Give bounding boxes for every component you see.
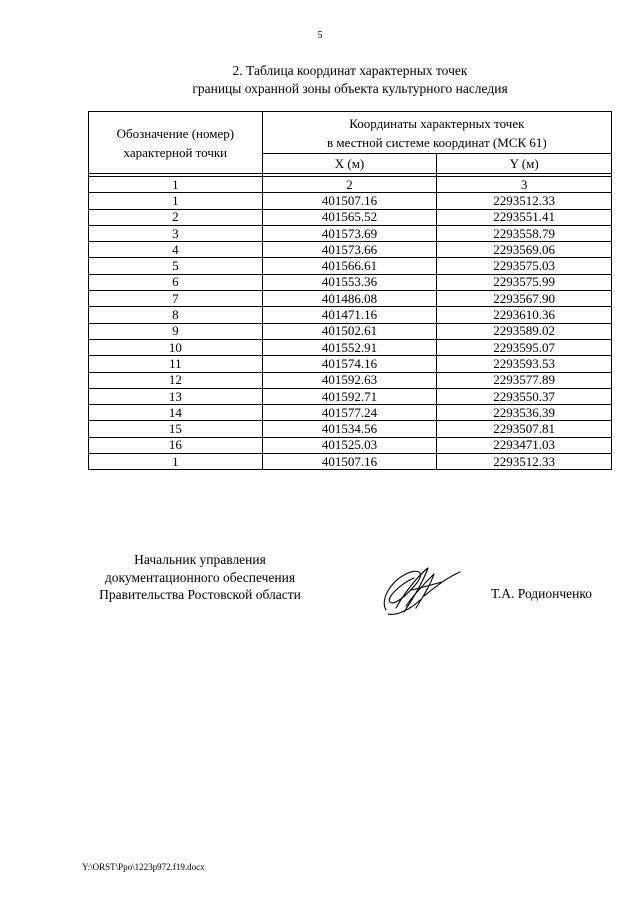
table-title: [0, 62, 640, 98]
y-coordinate-cell: 2293550.37: [437, 388, 612, 404]
position-line-1: Начальник управления: [134, 552, 266, 567]
y-coordinate-cell: 2293512.33: [437, 454, 612, 470]
x-coordinate-cell: 401565.52: [262, 209, 437, 225]
table-row: [89, 454, 612, 470]
table-row: [89, 356, 612, 372]
x-header: X (м): [262, 154, 437, 174]
coordinates-header: [262, 112, 611, 154]
x-coordinate-cell: 401592.63: [262, 372, 437, 388]
y-coordinate-cell: 2293610.36: [437, 307, 612, 323]
y-coordinate-cell: 2293471.03: [437, 437, 612, 453]
x-coordinate-cell: 401552.91: [262, 339, 437, 355]
y-coordinate-cell: 2293507.81: [437, 421, 612, 437]
point-id-cell: 1: [89, 454, 263, 470]
point-id-cell: 10: [89, 339, 263, 355]
x-coordinate-cell: 401507.16: [262, 193, 437, 209]
table-row: [89, 437, 612, 453]
column-number: 2: [262, 177, 437, 193]
x-coordinate-cell: 401525.03: [262, 437, 437, 453]
column-number: 1: [89, 177, 263, 193]
coordinates-header-line-1: Координаты характерных точек: [349, 115, 525, 131]
y-coordinate-cell: 2293575.03: [437, 258, 612, 274]
point-id-cell: 1: [89, 193, 263, 209]
y-coordinate-cell: 2293595.07: [437, 339, 612, 355]
table-row: [89, 225, 612, 241]
point-id-cell: 9: [89, 323, 263, 339]
handwritten-signature: [376, 560, 466, 620]
table-row: [89, 372, 612, 388]
point-id-header-line-2: характерной точки: [123, 144, 228, 160]
point-id-cell: 7: [89, 291, 263, 307]
y-coordinate-cell: 2293577.89: [437, 372, 612, 388]
y-coordinate-cell: 2293558.79: [437, 225, 612, 241]
point-id-cell: 2: [89, 209, 263, 225]
x-coordinate-cell: 401574.16: [262, 356, 437, 372]
table-row: [89, 388, 612, 404]
y-coordinate-cell: 2293512.33: [437, 193, 612, 209]
point-id-cell: 12: [89, 372, 263, 388]
x-coordinate-cell: 401577.24: [262, 405, 437, 421]
point-id-cell: 16: [89, 437, 263, 453]
table-body: [89, 193, 612, 470]
footer-file-path: Y:\ORST\Ppo\1223p972.f19.docx: [82, 862, 205, 872]
table-row: [89, 421, 612, 437]
point-id-cell: 11: [89, 356, 263, 372]
position-line-3: Правительства Ростовской области: [99, 587, 301, 602]
x-coordinate-cell: 401534.56: [262, 421, 437, 437]
y-coordinate-cell: 2293569.06: [437, 242, 612, 258]
table-row: [89, 405, 612, 421]
column-numbering-row: [89, 177, 612, 193]
x-coordinate-cell: 401573.69: [262, 225, 437, 241]
point-id-header: [89, 112, 263, 174]
table-row: [89, 258, 612, 274]
x-coordinate-cell: 401566.61: [262, 258, 437, 274]
x-coordinate-cell: 401486.08: [262, 291, 437, 307]
table-row: [89, 307, 612, 323]
point-id-cell: 8: [89, 307, 263, 323]
table-header-row: [89, 112, 612, 154]
x-coordinate-cell: 401507.16: [262, 454, 437, 470]
y-coordinate-cell: 2293551.41: [437, 209, 612, 225]
y-header: Y (м): [437, 154, 612, 174]
position-line-2: документационного обеспечения: [104, 569, 296, 585]
coordinates-header-line-2: в местной системе координат (МСК 61): [326, 134, 547, 150]
table-row: [89, 209, 612, 225]
point-id-cell: 6: [89, 274, 263, 290]
y-coordinate-cell: 2293567.90: [437, 291, 612, 307]
signatory-name: Т.А. Родионченко: [491, 586, 592, 601]
point-id-header-line-1: Обозначение (номер): [116, 125, 235, 141]
table-row: [89, 193, 612, 209]
table-row: [89, 339, 612, 355]
y-coordinate-cell: 2293593.53: [437, 356, 612, 372]
table-row: [89, 323, 612, 339]
point-id-cell: 14: [89, 405, 263, 421]
point-id-cell: 5: [89, 258, 263, 274]
table-title-line-1: 2. Таблица координат характерных точек: [232, 63, 468, 78]
y-coordinate-cell: 2293536.39: [437, 405, 612, 421]
signatory-position: [80, 551, 320, 604]
x-coordinate-cell: 401553.36: [262, 274, 437, 290]
table-row: [89, 242, 612, 258]
point-id-cell: 3: [89, 225, 263, 241]
x-coordinate-cell: 401502.61: [262, 323, 437, 339]
table-row: [89, 274, 612, 290]
page-number: 5: [317, 30, 323, 41]
y-coordinate-cell: 2293589.02: [437, 323, 612, 339]
y-coordinate-cell: 2293575.99: [437, 274, 612, 290]
table-title-line-2: границы охранной зоны объекта культурного наследия: [192, 81, 508, 96]
column-number: 3: [437, 177, 612, 193]
point-id-cell: 15: [89, 421, 263, 437]
table-row: [89, 291, 612, 307]
x-coordinate-cell: 401592.71: [262, 388, 437, 404]
coordinates-table: [88, 111, 612, 470]
x-coordinate-cell: 401471.16: [262, 307, 437, 323]
point-id-cell: 13: [89, 388, 263, 404]
x-coordinate-cell: 401573.66: [262, 242, 437, 258]
point-id-cell: 4: [89, 242, 263, 258]
